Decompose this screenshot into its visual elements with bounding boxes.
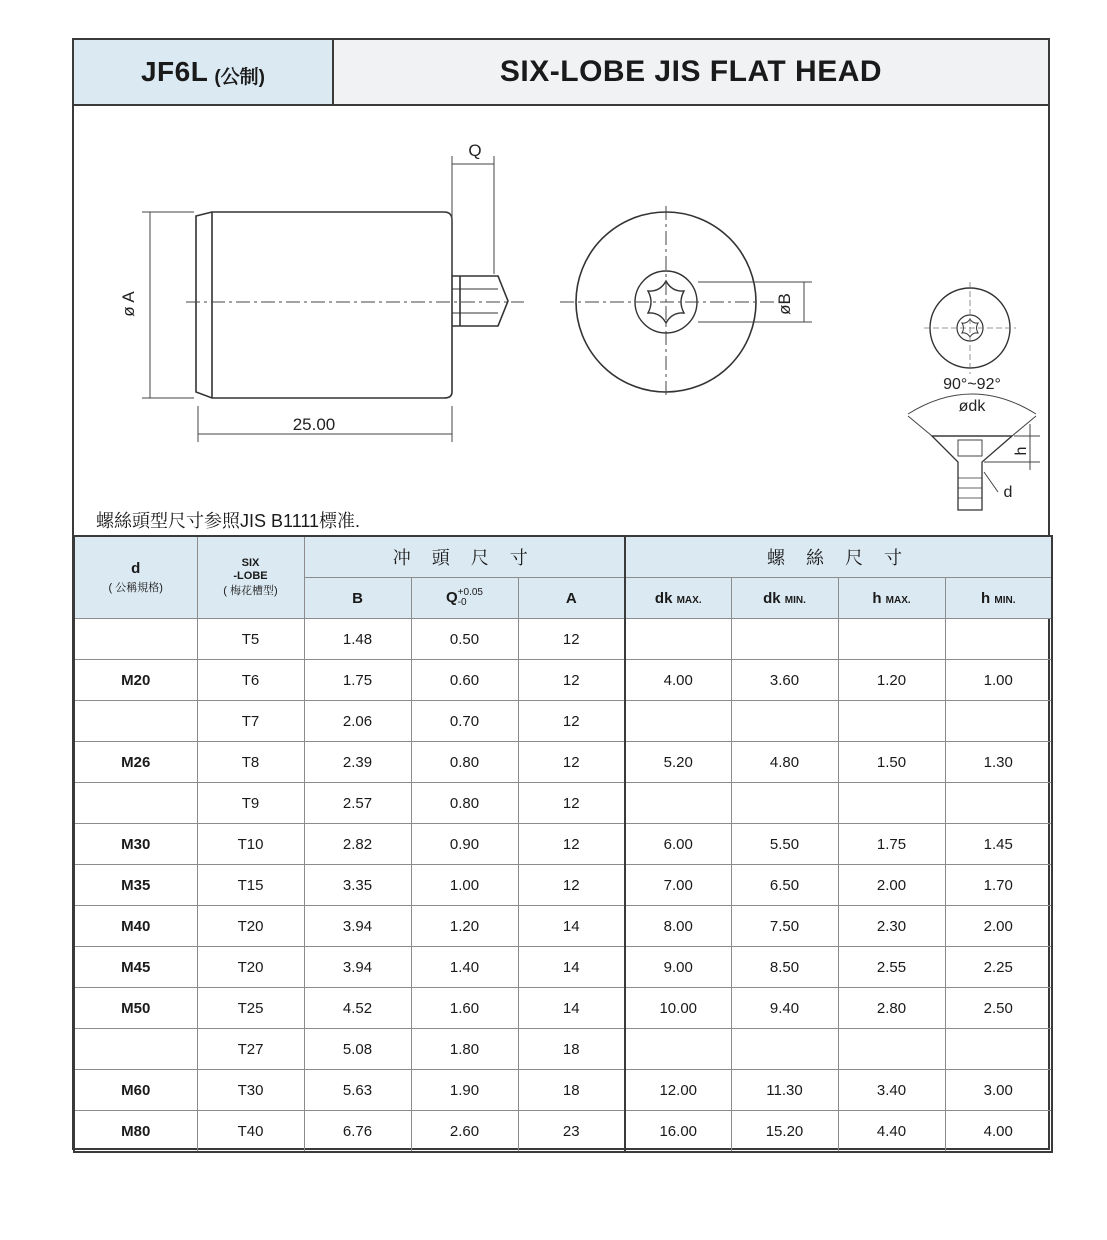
col-q-header: [411, 578, 518, 619]
col-dk-max-label: dk: [654, 589, 673, 607]
dim-q-label: Q: [468, 141, 482, 160]
cell-hmax: 1.75: [838, 824, 945, 865]
col-lobe-header: [197, 536, 304, 619]
col-q-tol-minus: -0: [457, 597, 467, 608]
cell-b: 3.94: [304, 906, 411, 947]
cell-b: 2.82: [304, 824, 411, 865]
cell-dkmax: 4.00: [625, 660, 731, 701]
table-row: [74, 1029, 1052, 1070]
cell-q: 1.90: [411, 1070, 518, 1111]
cell-d: [74, 701, 197, 742]
cell-b: 1.75: [304, 660, 411, 701]
dk-label: ødk: [958, 398, 986, 415]
dim-b-label: øB: [775, 293, 794, 315]
table-row: [74, 660, 1052, 701]
technical-drawing: [74, 106, 1048, 536]
cell-hmax: 2.30: [838, 906, 945, 947]
cell-hmax: 4.40: [838, 1111, 945, 1153]
cell-lobe: T27: [197, 1029, 304, 1070]
screw-dimensions-header: 螺 絲 尺 寸: [625, 536, 1052, 578]
cell-hmax: 2.80: [838, 988, 945, 1029]
cell-d: M20: [74, 660, 197, 701]
cell-dkmax: [625, 701, 731, 742]
col-a-header: A: [518, 578, 625, 619]
cell-dkmin: 3.60: [731, 660, 838, 701]
cell-hmax: 2.55: [838, 947, 945, 988]
cell-hmin: [945, 701, 1052, 742]
cell-dkmin: 9.40: [731, 988, 838, 1029]
table-row: [74, 619, 1052, 660]
cell-hmin: 2.25: [945, 947, 1052, 988]
cell-q: 1.60: [411, 988, 518, 1029]
cell-q: 0.80: [411, 742, 518, 783]
col-dk-min-label: dk: [763, 589, 781, 607]
cell-lobe: T15: [197, 865, 304, 906]
table-row: [74, 783, 1052, 824]
cell-dkmin: 15.20: [731, 1111, 838, 1153]
cell-hmax: [838, 619, 945, 660]
col-dk-max-sub: MAX.: [676, 594, 702, 606]
col-h-max-sub: MAX.: [885, 594, 911, 606]
cell-lobe: T6: [197, 660, 304, 701]
cell-dkmin: 4.80: [731, 742, 838, 783]
cell-lobe: T10: [197, 824, 304, 865]
col-d-sub: ( 公稱規格): [108, 582, 163, 594]
cell-lobe: T30: [197, 1070, 304, 1111]
header-bar: [72, 38, 1050, 106]
cell-b: 2.06: [304, 701, 411, 742]
cell-hmin: 1.45: [945, 824, 1052, 865]
cell-hmin: 1.30: [945, 742, 1052, 783]
cell-a: 18: [518, 1029, 625, 1070]
cell-dkmin: [731, 619, 838, 660]
table-row: [74, 988, 1052, 1029]
cell-dkmax: [625, 783, 731, 824]
cell-a: 12: [518, 824, 625, 865]
cell-hmax: [838, 783, 945, 824]
cell-q: 0.50: [411, 619, 518, 660]
cell-lobe: T9: [197, 783, 304, 824]
angle-label: 90°~92°: [943, 376, 1001, 393]
cell-lobe: T8: [197, 742, 304, 783]
cell-a: 12: [518, 619, 625, 660]
cell-dkmin: 8.50: [731, 947, 838, 988]
cell-q: 1.20: [411, 906, 518, 947]
cell-b: 5.63: [304, 1070, 411, 1111]
table-row: [74, 701, 1052, 742]
table-row: [74, 865, 1052, 906]
cell-dkmin: 6.50: [731, 865, 838, 906]
col-q-tol-plus: +0.05: [457, 587, 483, 598]
col-h-min-header: [945, 578, 1052, 619]
col-b-header: B: [304, 578, 411, 619]
cell-lobe: T20: [197, 947, 304, 988]
table-row: [74, 824, 1052, 865]
cell-lobe: T7: [197, 701, 304, 742]
cell-a: 14: [518, 947, 625, 988]
dim-length-label: 25.00: [292, 415, 336, 434]
table-row: [74, 947, 1052, 988]
cell-hmax: [838, 701, 945, 742]
table-row: [74, 742, 1052, 783]
punch-dimensions-header: 冲 頭 尺 寸: [304, 536, 625, 578]
col-dk-max-header: [625, 578, 731, 619]
cell-d: M60: [74, 1070, 197, 1111]
spec-table: [73, 535, 1053, 1153]
cell-dkmin: 7.50: [731, 906, 838, 947]
cell-b: 1.48: [304, 619, 411, 660]
punch-body: [196, 212, 452, 398]
cell-lobe: T40: [197, 1111, 304, 1153]
cell-dkmax: 5.20: [625, 742, 731, 783]
cell-hmin: [945, 783, 1052, 824]
cell-a: 12: [518, 865, 625, 906]
col-dk-min-sub: MIN.: [784, 594, 806, 606]
cell-d: [74, 1029, 197, 1070]
cell-b: 2.57: [304, 783, 411, 824]
standard-note: 螺絲頭型尺寸参照JIS B1111標准.: [96, 511, 361, 531]
cell-dkmin: [731, 1029, 838, 1070]
cell-hmin: 2.50: [945, 988, 1052, 1029]
cell-a: 12: [518, 660, 625, 701]
dim-a-label: ø A: [119, 291, 138, 317]
cell-b: 3.94: [304, 947, 411, 988]
cell-a: 12: [518, 701, 625, 742]
cell-a: 18: [518, 1070, 625, 1111]
cell-d: M30: [74, 824, 197, 865]
cell-dkmax: 12.00: [625, 1070, 731, 1111]
cell-hmin: 2.00: [945, 906, 1052, 947]
cell-d: M35: [74, 865, 197, 906]
cell-dkmax: [625, 1029, 731, 1070]
col-h-max-header: [838, 578, 945, 619]
cell-dkmin: [731, 701, 838, 742]
cell-q: 1.80: [411, 1029, 518, 1070]
cell-b: 4.52: [304, 988, 411, 1029]
h-label: h: [1013, 446, 1030, 456]
cell-a: 12: [518, 742, 625, 783]
cell-hmax: [838, 1029, 945, 1070]
cell-dkmax: 7.00: [625, 865, 731, 906]
cell-hmin: [945, 1029, 1052, 1070]
cell-dkmax: 10.00: [625, 988, 731, 1029]
product-title: SIX-LOBE JIS FLAT HEAD: [499, 55, 883, 88]
screw-side-view: [932, 436, 1012, 510]
d-label: d: [1003, 484, 1013, 501]
col-d-header: [74, 536, 197, 619]
cell-hmin: 1.00: [945, 660, 1052, 701]
cell-d: [74, 783, 197, 824]
spec-table-body: [74, 619, 1052, 1153]
cell-hmax: 1.50: [838, 742, 945, 783]
product-title-cell: [334, 40, 1048, 104]
cell-lobe: T20: [197, 906, 304, 947]
cell-b: 6.76: [304, 1111, 411, 1153]
cell-dkmin: 11.30: [731, 1070, 838, 1111]
col-dk-min-header: [731, 578, 838, 619]
cell-a: 14: [518, 906, 625, 947]
cell-hmin: 3.00: [945, 1070, 1052, 1111]
col-lobe-label-1: SIX: [241, 557, 260, 569]
cell-d: [74, 619, 197, 660]
metric-label: (公制): [214, 66, 265, 88]
cell-q: 1.40: [411, 947, 518, 988]
cell-q: 1.00: [411, 865, 518, 906]
cell-q: 0.70: [411, 701, 518, 742]
cell-d: M50: [74, 988, 197, 1029]
cell-hmax: 1.20: [838, 660, 945, 701]
table-row: [74, 1070, 1052, 1111]
cell-a: 12: [518, 783, 625, 824]
cell-lobe: T5: [197, 619, 304, 660]
table-row: [74, 906, 1052, 947]
col-q-label: Q: [446, 588, 458, 606]
cell-hmax: 2.00: [838, 865, 945, 906]
cell-d: M45: [74, 947, 197, 988]
col-h-min-sub: MIN.: [994, 594, 1016, 606]
col-lobe-sub: ( 梅花槽型): [223, 585, 278, 597]
col-d-label: d: [131, 560, 141, 577]
cell-q: 0.60: [411, 660, 518, 701]
cell-dkmax: [625, 619, 731, 660]
cell-hmin: 4.00: [945, 1111, 1052, 1153]
cell-hmin: 1.70: [945, 865, 1052, 906]
cell-q: 2.60: [411, 1111, 518, 1153]
cell-q: 0.80: [411, 783, 518, 824]
col-h-max-label: h: [872, 589, 882, 607]
cell-hmax: 3.40: [838, 1070, 945, 1111]
cell-dkmax: 16.00: [625, 1111, 731, 1153]
cell-a: 14: [518, 988, 625, 1029]
cell-dkmin: 5.50: [731, 824, 838, 865]
cell-b: 3.35: [304, 865, 411, 906]
col-lobe-label-2: -LOBE: [233, 570, 268, 582]
col-h-min-label: h: [981, 589, 991, 607]
cell-d: M80: [74, 1111, 197, 1153]
cell-dkmax: 6.00: [625, 824, 731, 865]
table-row: [74, 1111, 1052, 1153]
cell-q: 0.90: [411, 824, 518, 865]
cell-d: M40: [74, 906, 197, 947]
cell-dkmin: [731, 783, 838, 824]
cell-lobe: T25: [197, 988, 304, 1029]
product-code: JF6L: [140, 56, 209, 87]
cell-dkmax: 8.00: [625, 906, 731, 947]
cell-a: 23: [518, 1111, 625, 1153]
cell-d: M26: [74, 742, 197, 783]
product-code-cell: [74, 40, 334, 104]
cell-b: 5.08: [304, 1029, 411, 1070]
cell-b: 2.39: [304, 742, 411, 783]
cell-hmin: [945, 619, 1052, 660]
cell-dkmax: 9.00: [625, 947, 731, 988]
